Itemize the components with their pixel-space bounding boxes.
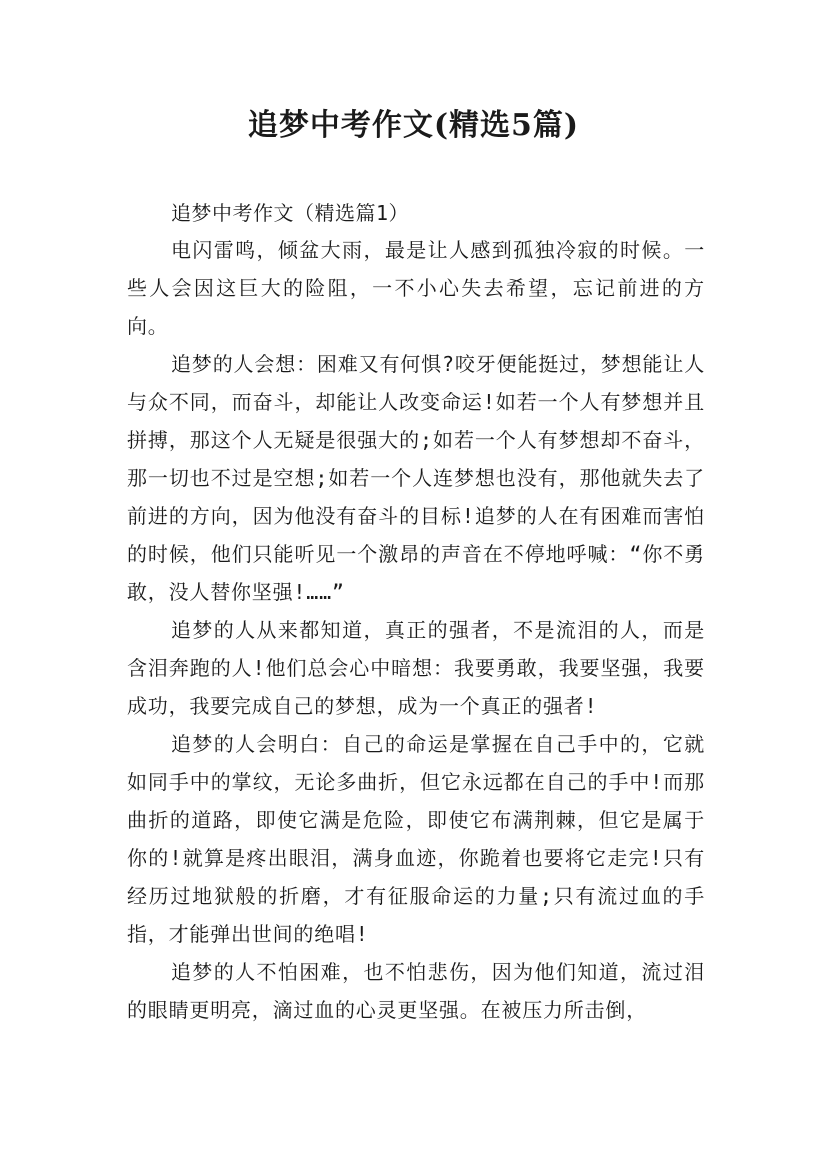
paragraph-3: 追梦的人从来都知道，真正的强者，不是流泪的人，而是含泪奔跑的人!他们总会心中暗想：我要勇敢，我要坚强，我要成功，我要完成自己的梦想，成为一个真正的强者! bbox=[127, 618, 705, 718]
paragraph-5: 追梦的人不怕困难，也不怕悲伤，因为他们知道，流过泪的眼睛更明亮，滴过血的心灵更坚强。在被压力所击倒， bbox=[127, 960, 705, 1022]
paragraph-2: 追梦的人会想：困难又有何惧?咬牙便能挺过，梦想能让人与众不同，而奋斗，却能让人改变命运!如若一个人有梦想并且拼搏，那这个人无疑是很强大的;如若一个人有梦想却不奋斗，那一切也不过是空想;如若一个人连梦想也没有，那他就失去了前进的方向，因为他没有奋斗的目标!追梦的人在有困难而害怕的时候，他们只能听见一个激昂的声音在不停地呼喊：“你不勇敢，没人替你坚强!……” bbox=[127, 352, 705, 604]
paragraph-4: 追梦的人会明白：自己的命运是掌握在自己手中的，它就如同手中的掌纹，无论多曲折，但它永远都在自己的手中!而那曲折的道路，即使它满是危险，即使它布满荆棘，但它是属于你的!就算是疼出眼泪，满身血迹，你跪着也要将它走完!只有经历过地狱般的折磨，才有征服命运的力量;只有流过血的手指，才能弹出世间的绝唱! bbox=[127, 732, 705, 946]
section-heading: 追梦中考作文（精选篇1） bbox=[171, 201, 410, 225]
paragraph-1: 电闪雷鸣，倾盆大雨，最是让人感到孤独冷寂的时候。一些人会因这巨大的险阻，一不小心失去希望，忘记前进的方向。 bbox=[127, 238, 705, 338]
document-title: 追梦中考作文(精选5篇) bbox=[247, 108, 580, 143]
document-body bbox=[127, 196, 705, 1029]
